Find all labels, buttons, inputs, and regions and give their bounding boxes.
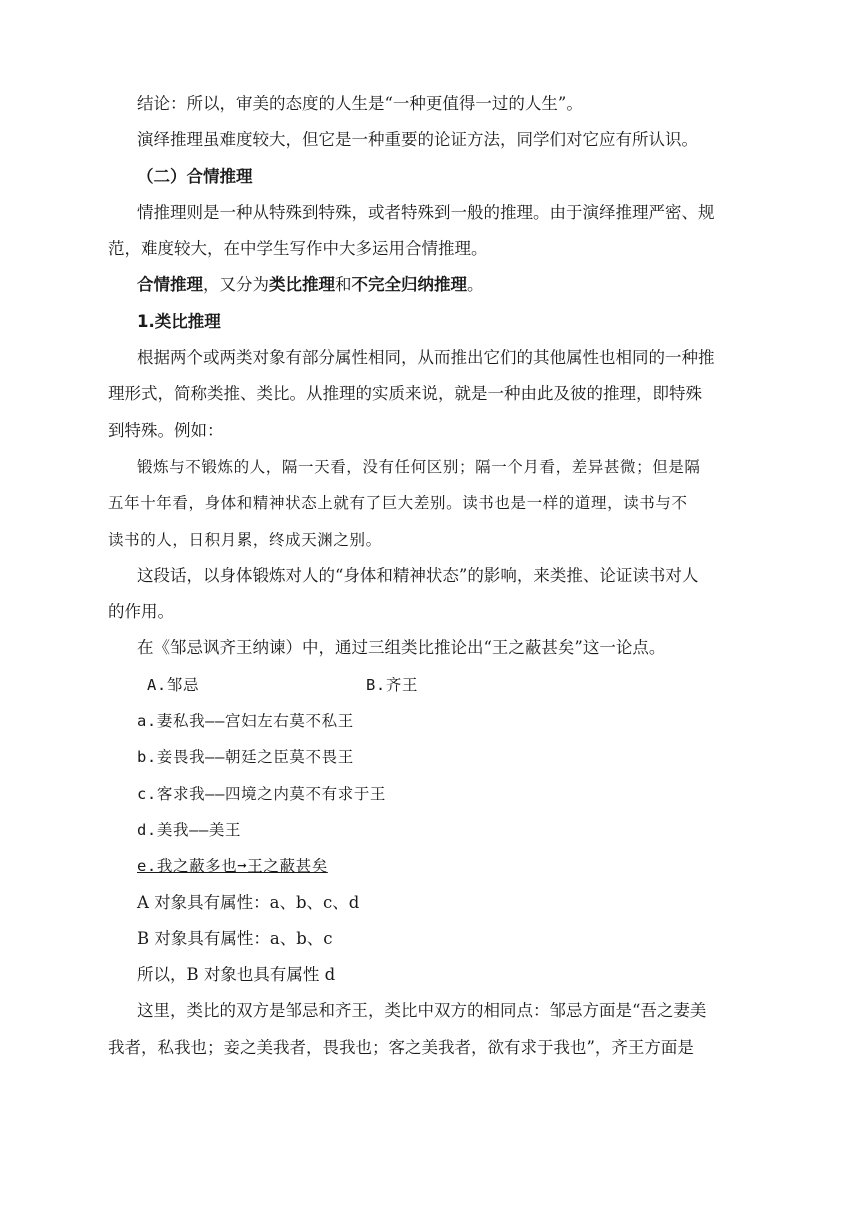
underlined-conclusion: e.我之蔽多也➞王之蔽甚矣	[137, 857, 328, 876]
term-leibi: 类比推理	[269, 275, 335, 295]
paragraph-line: 理形式，简称类推、类比。从推理的实质来说，就是一种由此及彼的推理，即特殊	[108, 384, 702, 404]
subsection-title: 1.类比推理	[137, 311, 221, 331]
term-heqing: 合情推理	[137, 275, 203, 295]
attribute-line: B 对象具有属性：a、b、c	[137, 928, 333, 948]
attribute-line: A 对象具有属性：a、b、c、d	[137, 892, 360, 912]
column-b-label: B.齐王	[366, 675, 419, 694]
comparison-conclusion	[108, 848, 758, 884]
comparison-item: d.美我——美王	[137, 820, 242, 839]
section-title: （二）合情推理	[137, 166, 253, 186]
text-fragment: 。	[467, 275, 484, 295]
comparison-item: c.客求我——四境之内莫不有求于王	[137, 784, 387, 803]
paragraph-line: 在《邹忌讽齐王纳谏）中，通过三组类比推论出“王之蔽甚矣”这一论点。	[137, 638, 666, 658]
term-guina: 不完全归纳推理	[351, 275, 467, 295]
paragraph-line: 到特殊。例如：	[108, 420, 224, 440]
comparison-item: b.妾畏我——朝廷之臣莫不畏王	[137, 748, 354, 767]
paragraph-line: 情推理则是一种从特殊到特殊，或者特殊到一般的推理。由于演绎推理严密、规	[137, 202, 715, 222]
paragraph-line: 根据两个或两类对象有部分属性相同，从而推出它们的其他属性也相同的一种推	[137, 348, 715, 368]
comparison-item: a.妻私我——宫妇左右莫不私王	[137, 712, 354, 731]
paragraph-line: 我者，私我也；妾之美我者，畏我也；客之美我者，欲有求于我也”，齐王方面是	[108, 1037, 694, 1057]
conclusion-line: 结论：所以，审美的态度的人生是“一种更值得一过的人生”。	[137, 94, 583, 113]
paragraph-line: 这段话，以身体锻炼对人的“身体和精神状态”的影响，来类推、论证读书对人	[137, 565, 699, 585]
paragraph-line: 这里，类比的双方是邹忌和齐王，类比中双方的相同点：邹忌方面是“吾之妻美	[137, 1001, 707, 1021]
text-fragment: 和	[335, 275, 352, 295]
text-fragment: ，又分为	[203, 275, 269, 295]
paragraph-line: 范，难度较大，在中学生写作中大多运用合情推理。	[108, 239, 488, 259]
paragraph-line: 的作用。	[108, 602, 174, 622]
definition-line	[108, 267, 758, 303]
example-line: 锻炼与不锻炼的人，隔一天看，没有任何区别；隔一个月看，差异甚微；但是隔	[137, 457, 701, 476]
therefore-line: 所以，B 对象也具有属性 d	[137, 965, 336, 985]
example-line: 读书的人，日积月累，终成天渊之别。	[108, 530, 382, 549]
example-line: 五年十年看，身体和精神状态上就有了巨大差别。读书也是一样的道理，读书与不	[108, 494, 688, 513]
deductive-note: 演绎推理虽难度较大，但它是一种重要的论证方法，同学们对它应有所认识。	[137, 130, 698, 150]
comparison-header	[108, 667, 758, 703]
column-a-label: A.邹忌	[147, 675, 200, 694]
document-page	[108, 86, 758, 1066]
